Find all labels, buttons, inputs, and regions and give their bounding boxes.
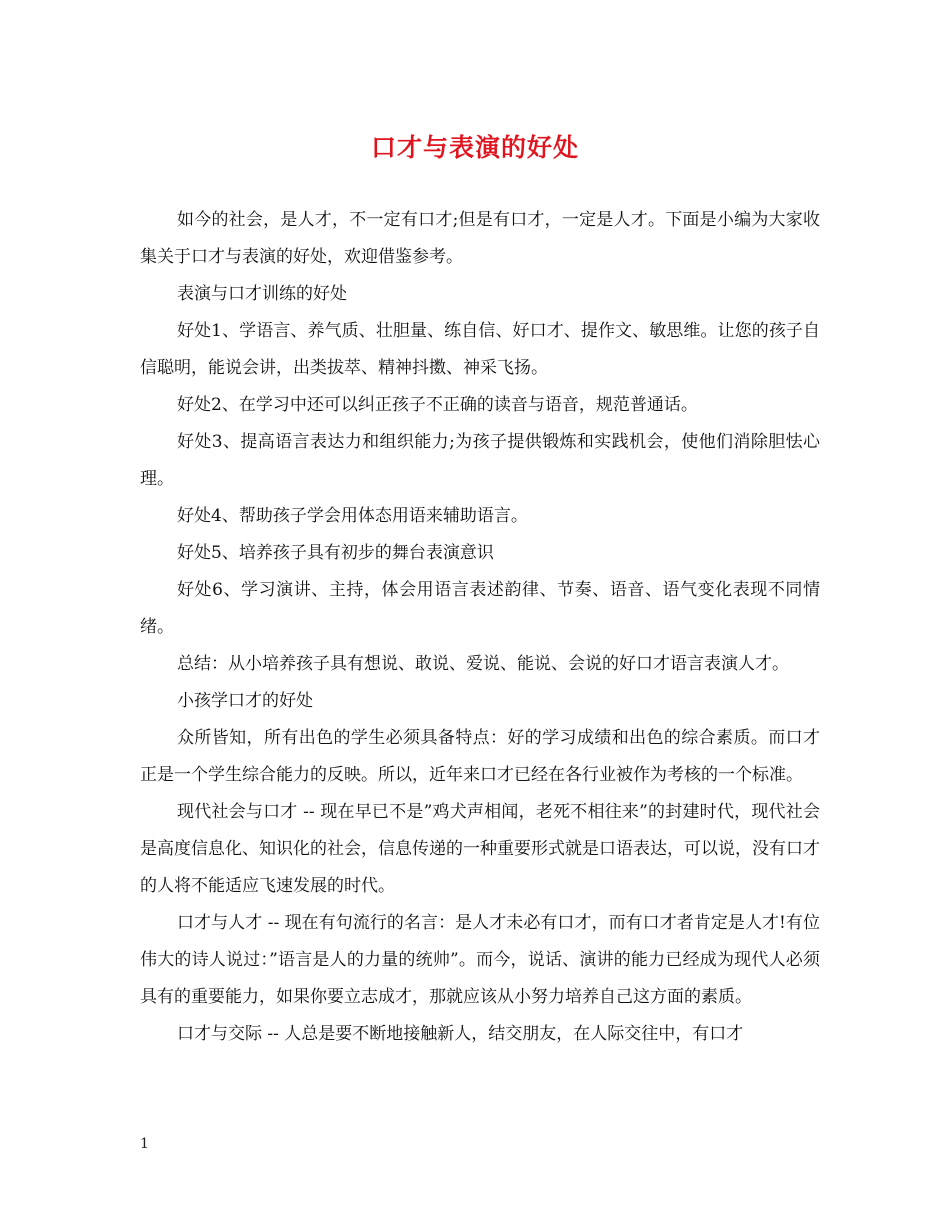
paragraph: 好处6、学习演讲、主持，体会用语言表述韵律、节奏、语音、语气变化表现不同情绪。: [140, 580, 820, 637]
paragraph: 口才与人才 -- 现在有句流行的名言：是人才未必有口才，而有口才者肯定是人才!有位伟大的诗人说过：”语言是人的力量的统帅”。而今，说话、演讲的能力已经成为现代人必须具有的重要能力，如果你要立志成才，那就应该从小努力培养自己这方面的素质。: [140, 913, 820, 1007]
page-title: 口才与表演的好处: [370, 133, 579, 162]
paragraph: 好处1、学语言、养气质、壮胆量、练自信、好口才、提作文、敏思维。让您的孩子自信聪明，能说会讲，出类拔萃、精神抖擞、神采飞扬。: [140, 321, 820, 378]
page-number: 1: [140, 1136, 149, 1152]
paragraph: 众所皆知，所有出色的学生必须具备特点：好的学习成绩和出色的综合素质。而口才正是一个学生综合能力的反映。所以，近年来口才已经在各行业被作为考核的一个标准。: [140, 728, 820, 785]
section-heading: 表演与口才训练的好处: [177, 284, 347, 304]
paragraph: 如今的社会，是人才，不一定有口才;但是有口才，一定是人才。下面是小编为大家收集关于口才与表演的好处，欢迎借鉴参考。: [140, 210, 820, 267]
document-body: [140, 202, 820, 1053]
section-heading: 小孩学口才的好处: [177, 691, 313, 711]
paragraph: 现代社会与口才 -- 现在早已不是”鸡犬声相闻，老死不相往来”的封建时代，现代社会是高度信息化、知识化的社会，信息传递的一种重要形式就是口语表达，可以说，没有口才的人将不能适应飞速发展的时代。: [140, 802, 820, 896]
paragraph: 好处5、培养孩子具有初步的舞台表演意识: [177, 543, 494, 563]
paragraph: 好处2、在学习中还可以纠正孩子不正确的读音与语音，规范普通话。: [177, 395, 698, 415]
paragraph: 好处4、帮助孩子学会用体态用语来辅助语言。: [177, 506, 528, 526]
paragraph: 口才与交际 -- 人总是要不断地接触新人，结交朋友，在人际交往中，有口才: [177, 1024, 744, 1044]
paragraph: 总结：从小培养孩子具有想说、敢说、爱说、能说、会说的好口才语言表演人才。: [177, 654, 789, 674]
paragraph: 好处3、提高语言表达力和组织能力;为孩子提供锻炼和实践机会，使他们消除胆怯心理。: [140, 432, 820, 489]
